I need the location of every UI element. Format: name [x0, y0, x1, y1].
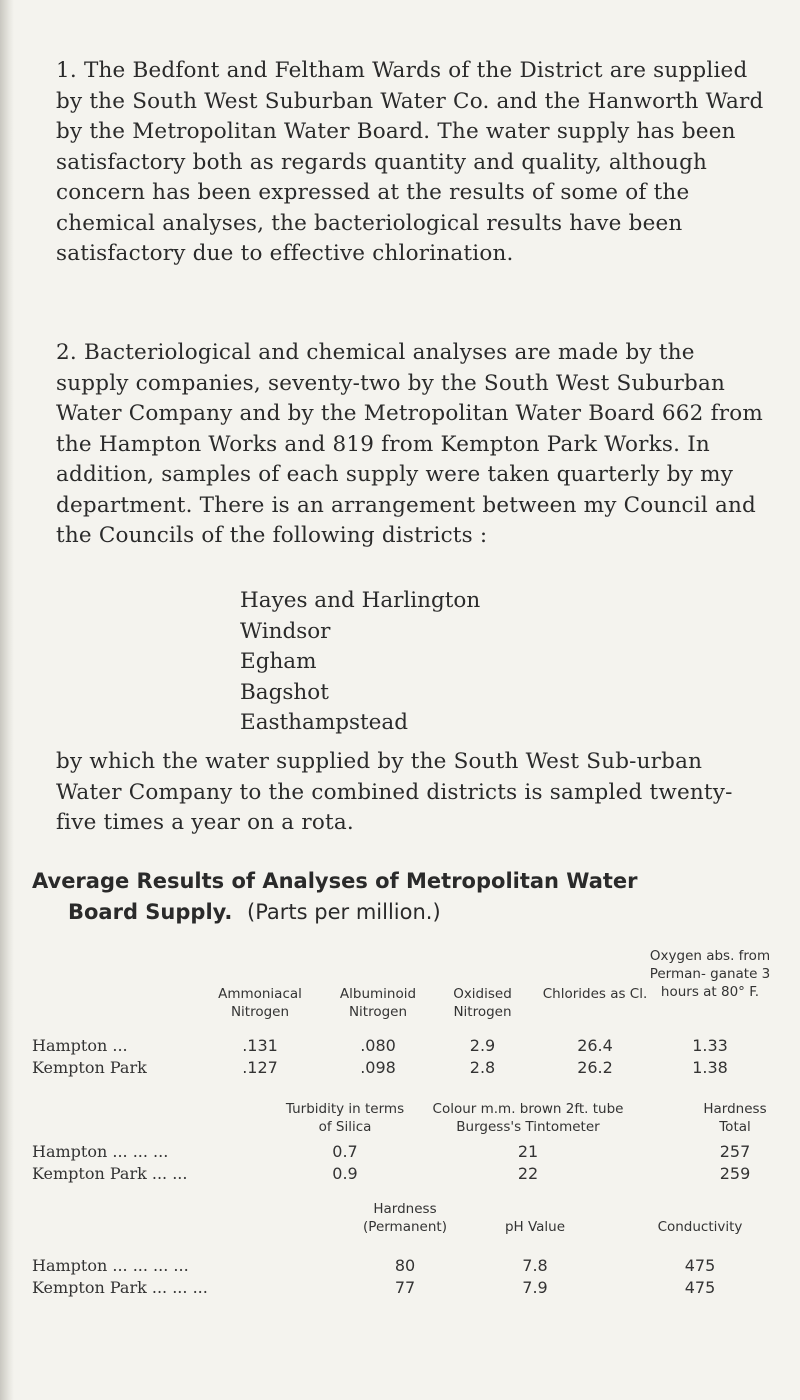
analysis-table-1: [0, 945, 800, 1085]
heading-line-1: Average Results of Analyses of Metropolitan Water: [32, 869, 638, 893]
table-cell: 0.7: [332, 1142, 358, 1161]
header-colour: Colour m.m. brown 2ft. tube Burgess's Tintometer: [432, 1101, 624, 1135]
table-cell: .127: [242, 1058, 278, 1077]
table-cell: .080: [360, 1036, 396, 1055]
table-cell: .131: [242, 1036, 278, 1055]
row-label-kempton-park: Kempton Park: [32, 1058, 147, 1077]
table-cell: 26.2: [577, 1058, 613, 1077]
table-cell: 22: [517, 1164, 539, 1183]
table-cell: 80: [394, 1256, 416, 1275]
table-cell: 475: [684, 1256, 716, 1275]
header-oxygen-absorbed: Oxygen abs. from Perman- ganate 3 hours at 80° F.: [649, 948, 771, 1000]
header-albuminoid-nitrogen: Albuminoid Nitrogen: [339, 986, 417, 1020]
paragraph-1: 1. The Bedfont and Feltham Wards of the District are supplied by the South West Suburban Water Co. and the Hanworth Ward by the Metropolitan Water Board. The water supply has been satisfactory both as regards quantity and quality, although concern has been expressed at the results of some of the chemical analyses, the bacteriological results have been satisfactory due to effective chlorination.: [56, 58, 764, 266]
header-chlorides: Chlorides as Cl.: [542, 986, 648, 1002]
header-ammoniacal-nitrogen: Ammoniacal Nitrogen: [218, 986, 302, 1020]
table-cell: 257: [719, 1142, 751, 1161]
district-list: [240, 586, 480, 739]
table-cell: 21: [517, 1142, 539, 1161]
table-cell: 1.38: [692, 1058, 728, 1077]
analysis-table-2: [0, 1100, 800, 1200]
table-cell: 0.9: [332, 1164, 358, 1183]
row-label-hampton: Hampton ... ... ...: [32, 1142, 169, 1161]
table-cell: 1.33: [692, 1036, 728, 1055]
table-cell: 7.9: [522, 1278, 548, 1297]
row-label-hampton: Hampton ...: [32, 1036, 128, 1055]
row-label-hampton: Hampton ... ... ... ...: [32, 1256, 189, 1275]
section-heading: [32, 866, 782, 928]
row-label-kempton-park: Kempton Park ... ... ...: [32, 1278, 208, 1297]
district-item: Bagshot: [240, 679, 329, 705]
header-hardness-total: Hardness Total: [703, 1101, 767, 1135]
district-item: Hayes and Harlington: [240, 588, 481, 613]
table-cell: 26.4: [577, 1036, 613, 1055]
heading-units: (Parts per million.): [247, 900, 441, 924]
header-oxidised-nitrogen: Oxidised Nitrogen: [453, 986, 512, 1020]
table-cell: 259: [719, 1164, 751, 1183]
header-turbidity: Turbidity in terms of Silica: [285, 1101, 405, 1135]
analysis-table-3: [0, 1200, 800, 1310]
district-item: Easthampstead: [240, 710, 408, 735]
header-conductivity: Conductivity: [657, 1219, 743, 1235]
district-item: Egham: [240, 649, 317, 674]
table-cell: 475: [684, 1278, 716, 1297]
header-hardness-permanent: Hardness (Permanent): [363, 1201, 447, 1235]
table-cell: 2.8: [469, 1058, 496, 1077]
heading-line-2: Board Supply.: [68, 900, 233, 924]
table-cell: 2.9: [469, 1036, 496, 1055]
table-cell: 7.8: [522, 1256, 548, 1275]
paragraph-2: 2. Bacteriological and chemical analyses are made by the supply companies, seventy-two by the South West Suburban Water Company and by the Metropolitan Water Board 662 from the Hampton Works and 819 from Kempton Park Works. In addition, samples of each supply were taken quarterly by my department. There is an arrangement between my Council and the Councils of the following districts :: [56, 340, 763, 548]
district-item: Windsor: [240, 618, 331, 644]
row-label-kempton-park: Kempton Park ... ...: [32, 1164, 188, 1183]
table-cell: 77: [394, 1278, 416, 1297]
header-ph-value: pH Value: [504, 1219, 566, 1235]
paragraph-3: by which the water supplied by the South West Sub-urban Water Company to the combined districts is sampled twenty-five times a year on a rota.: [56, 749, 733, 835]
table-cell: .098: [360, 1058, 396, 1077]
